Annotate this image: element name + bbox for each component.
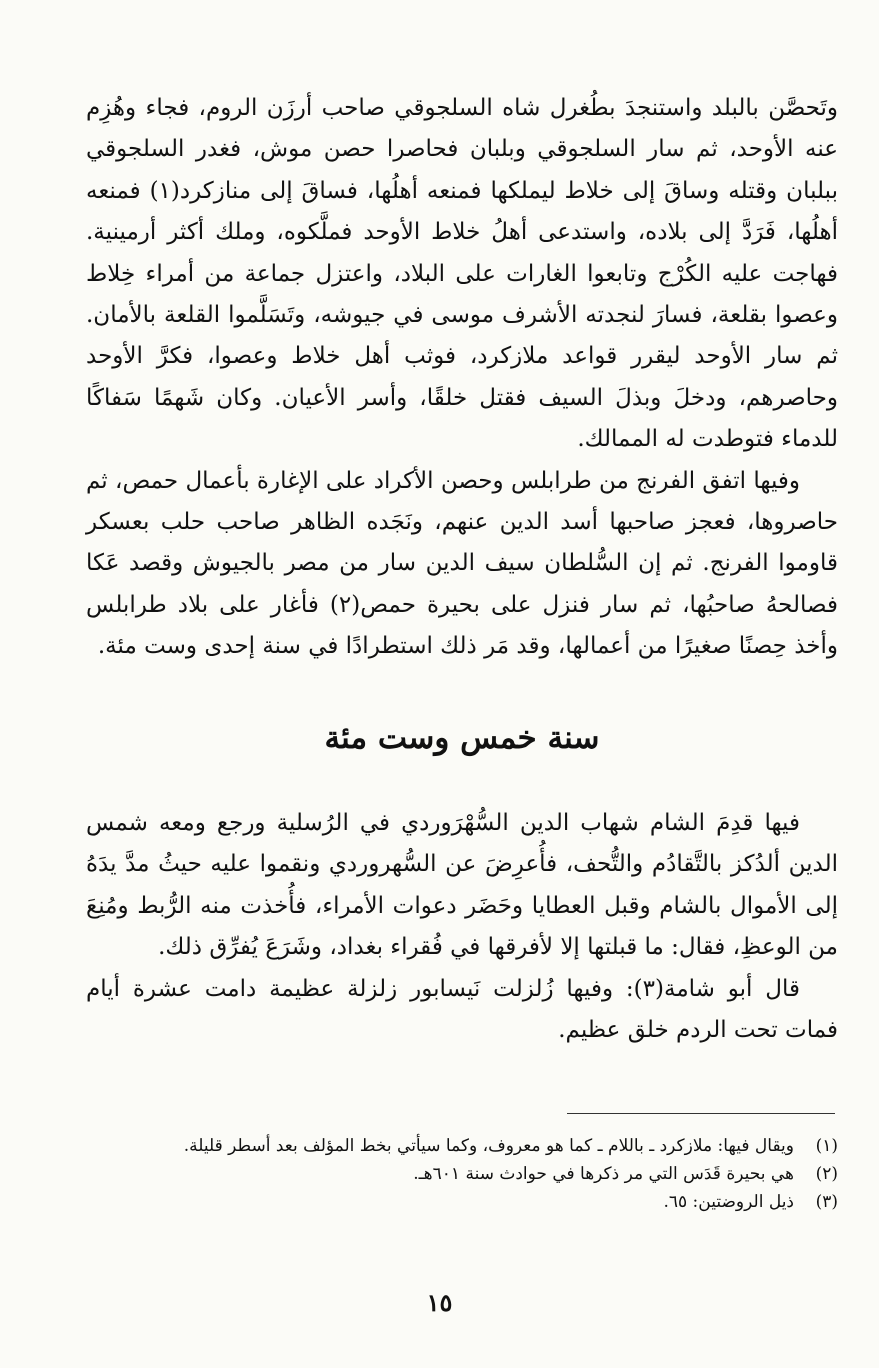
body-text-before-heading [86, 88, 838, 668]
footnote-text: هي بحيرة قَدَس التي مر ذكرها في حوادث سنة ٦٠١هـ. [413, 1164, 794, 1184]
body-text-after-heading [86, 803, 838, 1051]
footnotes [86, 1132, 838, 1216]
footnote-text: ذيل الروضتين: ٦٥. [663, 1192, 794, 1212]
paragraph: فيها قدِمَ الشام شهاب الدين السُّهْرَوردي في الرُسلية ورجع ومعه شمس الدين ألدُكز بالتَّقادُم والتُّحف، فأُعرِضَ عن السُّهروردي ونقموا عليه حيثُ مدَّ يدَهُ إلى الأموال بالشام وقبل العطايا وحَضَر دعوات الأمراء، فأُخذت منه الرُّبط ومُنِعَ من الوعظِ، فقال: ما قبلتها إلا لأفرقها في فُقراء بغداد، وشَرَعَ يُفرِّق ذلك. [86, 810, 838, 961]
page-number: ١٥ [426, 1288, 453, 1317]
footnote-separator [567, 1113, 835, 1114]
footnote-number: (٣) [815, 1192, 838, 1212]
section-heading: سنة خمس وست مئة [324, 720, 600, 756]
paragraph: وتَحصَّن بالبلد واستنجدَ بطُغرل شاه السلجوقي صاحب أرزَن الروم، فجاء وهُزِم عنه الأوحد، ثم سار السلجوقي وبلبان فحاصرا حصن موش، فغدر السلجوقي ببلبان وقتله وساقَ إلى خلاط ليملكها فمنعه أهلُها، فساقَ إلى منازكرد(١) فمنعه أهلُها، فَرَدَّ إلى بلاده، واستدعى أهلُ خلاط الأوحد فملَّكوه، وملك أكثر أرمينية. فهاجت عليه الكُرْج وتابعوا الغارات على البلاد، واعتزل جماعة من أمراء خِلاط وعصوا بقلعة، فسارَ لنجدته الأشرف موسى في جيوشه، وتَسَلَّموا القلعة بالأمان. ثم سار الأوحد ليقرر قواعد ملازكرد، فوثب أهل خلاط وعصوا، فكرَّ الأوحد وحاصرهم، ودخلَ وبذلَ السيف فقتل خلقًا، وأسر الأعيان. وكان شَهمًا سَفاكًا للدماء فتوطدت له الممالك. [86, 95, 838, 453]
footnote-number: (١) [815, 1136, 838, 1156]
paragraph: قال أبو شامة(٣): وفيها زُلزلت نَيسابور زلزلة عظيمة دامت عشرة أيام فمات تحت الردم خلق عظيم. [86, 975, 838, 1044]
footnote-number: (٢) [815, 1164, 838, 1184]
footnote [86, 1160, 838, 1188]
footnote-text: ويقال فيها: ملازكرد ـ باللام ـ كما هو معروف، وكما سيأتي بخط المؤلف بعد أسطر قليلة. [183, 1136, 794, 1156]
paragraph: وفيها اتفق الفرنج من طرابلس وحصن الأكراد على الإغارة بأعمال حمص، ثم حاصروها، فعجز صاحبها أسد الدين عنهم، ونَجَده الظاهر صاحب حلب بعسكر قاوموا الفرنج. ثم إن السُّلطان سيف الدين سار من مصر بالجيوش وقصد عَكا فصالحهُ صاحبُها، ثم سار فنزل على بحيرة حمص(٢) فأغار على بلاد طرابلس وأخذ حِصنًا صغيرًا من أعمالها، وقد مَر ذلك استطرادًا في سنة إحدى وست مئة. [86, 467, 838, 660]
footnote [86, 1132, 838, 1160]
footnote [86, 1188, 838, 1216]
